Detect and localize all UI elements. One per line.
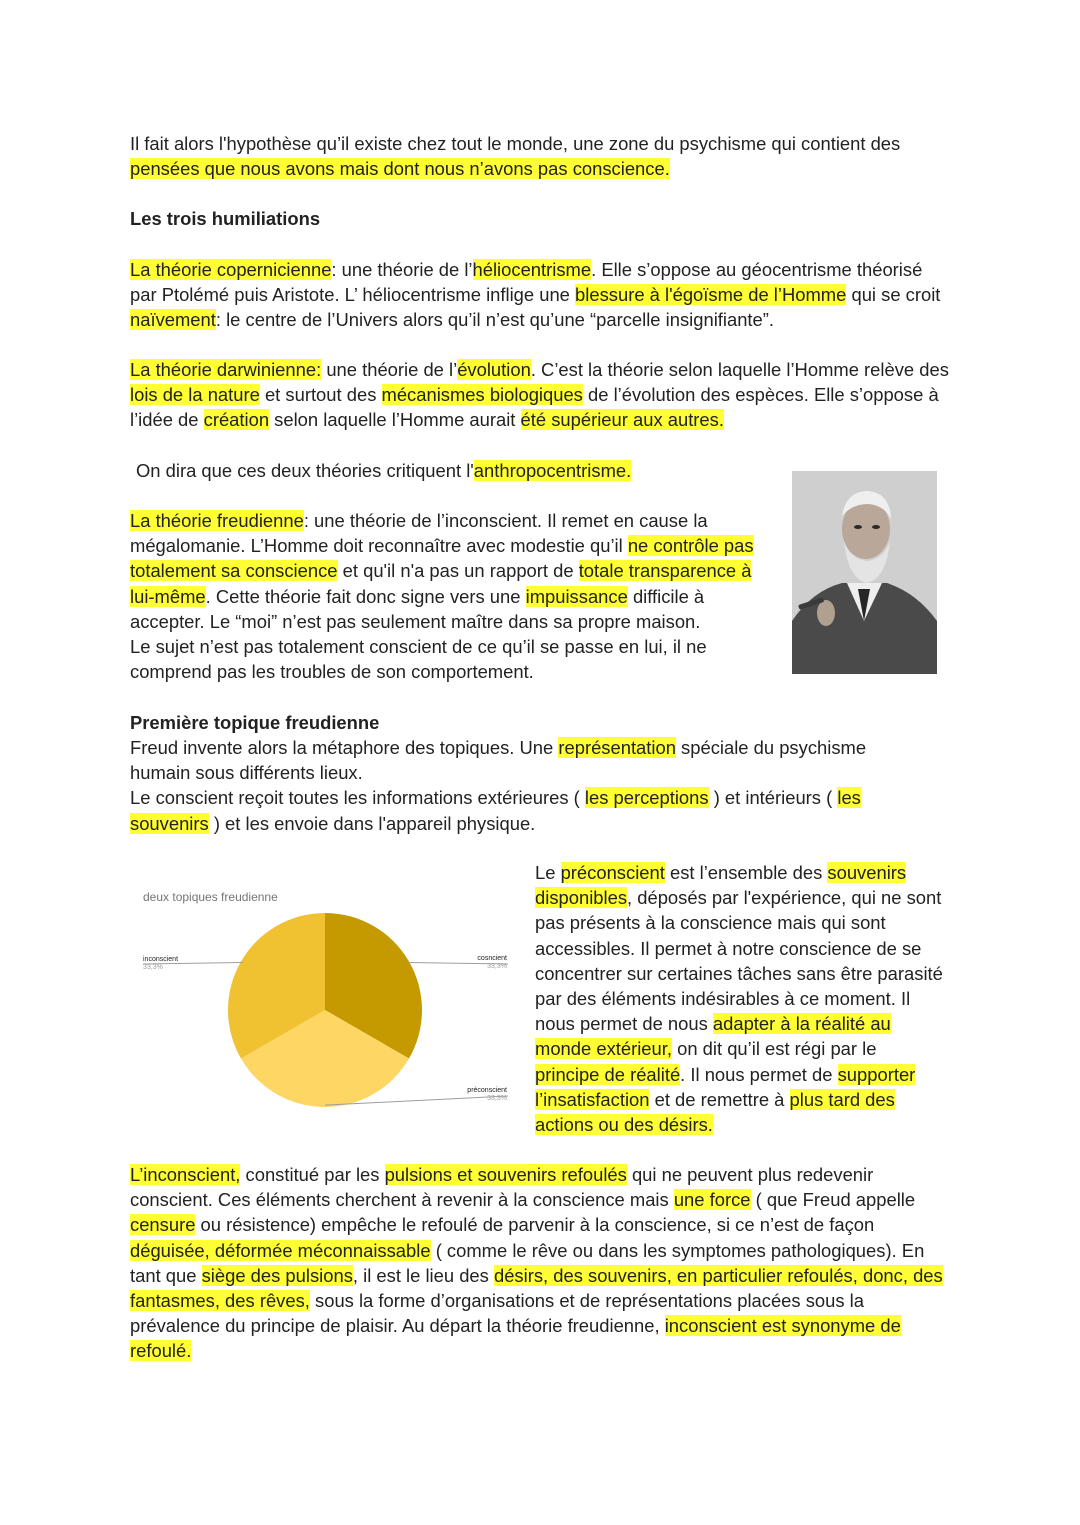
label-preconscient	[452, 1087, 507, 1103]
freud-paragraph	[130, 508, 780, 684]
highlight: pensées que nous avons mais dont nous n’avons pas conscience.	[130, 158, 670, 180]
preconscient-paragraph	[535, 860, 945, 1137]
text-run: Le	[535, 862, 561, 883]
topique-paragraph	[130, 735, 930, 836]
label-inconscient	[143, 956, 178, 972]
highlight: souvenirs disponibles	[535, 862, 907, 909]
text-run: une théorie de l’	[321, 359, 458, 380]
highlight: censure	[130, 1214, 196, 1236]
text-run: et qu'il n'a pas un rapport de	[337, 560, 579, 582]
highlight: adapter à la réalité au monde extérieur,	[535, 1013, 891, 1060]
label-text: inconscient	[143, 956, 179, 963]
label-text: préconscient	[467, 1087, 507, 1094]
portrait-drawing	[792, 471, 937, 674]
text-run: de l’évolution des espèces. Elle s’oppose à l’idée de	[130, 384, 939, 431]
copernic-paragraph	[130, 257, 952, 333]
highlight: anthropocentrisme.	[473, 460, 632, 481]
freud-portrait-icon	[792, 471, 937, 674]
highlight: les souvenirs	[130, 787, 861, 834]
text-run: difficile à accepter. Le “moi” n’est pas seulement maître dans sa propre maison.	[130, 585, 705, 632]
text-run: constitué par les	[240, 1164, 385, 1185]
text-run: ) et intérieurs (	[708, 787, 838, 809]
text-run: Le sujet n’est pas totalement conscient de ce qu’il se passe en lui, il ne comprend pas les troubles de son comportement.	[130, 636, 707, 683]
pie-svg	[130, 880, 515, 1120]
highlight: héliocentrisme	[472, 259, 592, 280]
highlight: supporter l’insatisfaction	[535, 1063, 916, 1110]
section-heading-humiliations: Les trois humiliations	[130, 208, 321, 229]
chart-title: deux topiques freudienne	[143, 890, 278, 904]
highlight: blessure à l'égoïsme de l’Homme	[575, 284, 847, 306]
text-run: ( comme le rêve ou dans les symptomes pathologiques). En tant que	[130, 1239, 925, 1286]
text-run: ) et les envoie dans l'appareil physique.	[208, 812, 536, 834]
text-run: Le conscient reçoit toutes les informations extérieures (	[130, 787, 585, 809]
highlight: siège des pulsions	[201, 1264, 353, 1286]
highlight: totale transparence à lui-même	[130, 560, 752, 607]
highlight: création	[203, 409, 270, 431]
text-run: Il fait alors l'hypothèse qu’il existe chez tout le monde, une zone du psychisme qui contient des	[130, 133, 901, 154]
label-text: cosncient	[477, 955, 507, 962]
highlight: ne contrôle pas totalement sa conscience	[130, 535, 754, 582]
text-run: . C’est la théorie selon laquelle l’Homme relève des	[530, 359, 949, 380]
text-run: , il est le lieu des	[352, 1264, 494, 1286]
text-run: : une théorie de l’	[331, 259, 473, 280]
highlight: désirs, des souvenirs, en particulier refoulés, donc, des fantasmes, des rêves,	[130, 1264, 943, 1312]
pie-chart	[130, 880, 515, 1120]
highlight: principe de réalité	[535, 1063, 681, 1085]
intro-paragraph	[130, 131, 950, 181]
highlight: inconscient est synonyme de refoulé.	[130, 1315, 901, 1362]
highlight: une force	[673, 1189, 751, 1211]
highlight: impuissance	[525, 585, 628, 607]
highlight: évolution	[457, 359, 531, 380]
highlight: représentation	[558, 737, 676, 758]
highlight: déguisée, déformée méconnaissable	[130, 1239, 431, 1261]
highlight: La théorie freudienne	[130, 510, 304, 531]
label-value: 33,3%	[143, 964, 163, 971]
highlight: pulsions et souvenirs refoulés	[384, 1164, 627, 1185]
highlight: L’inconscient,	[130, 1164, 241, 1185]
text-run: est l’ensemble des	[664, 862, 828, 883]
text-run: , déposés par l'expérience, qui ne sont pas présents à la conscience mais qui sont accessibles. Il permet à notre conscience de se concentrer sur certaines tâches sans être parasité par des éléments indésirables à ce moment. Il nous permet de nous	[535, 887, 943, 1035]
text-run: qui se croit	[846, 284, 941, 306]
inconscient-paragraph	[130, 1162, 952, 1364]
highlight: plus tard des actions ou des désirs.	[535, 1088, 895, 1136]
text-run: . Cette théorie fait donc signe vers une	[205, 585, 526, 607]
text-run: selon laquelle l’Homme aurait	[269, 409, 521, 431]
highlight: été supérieur aux autres.	[520, 409, 724, 431]
highlight: préconscient	[560, 862, 665, 883]
text-run: ( que Freud appelle	[750, 1189, 916, 1211]
darwin-paragraph	[130, 357, 952, 433]
highlight: mécanismes biologiques	[381, 384, 583, 406]
text-run: sous la forme d’organisations et de représentations placées sous la prévalence du principe de plaisir. Au départ la théorie freudienne,	[130, 1290, 864, 1337]
text-run: ou résistence) empêche le refoulé de parvenir à la conscience, si ce n’est de façon	[195, 1214, 875, 1236]
text-run: : le centre de l’Univers alors qu’il n’est qu’une “parcelle insignifiante”.	[215, 309, 775, 331]
label-conscient	[475, 955, 507, 971]
text-run: spéciale du psychisme humain sous différents lieux.	[130, 737, 867, 784]
label-value: 33,3%	[487, 1095, 507, 1102]
text-run: on dit qu’il est régi par le	[672, 1038, 877, 1060]
text-run: qui ne peuvent plus redevenir conscient. Ces éléments cherchent à revenir à la conscience mais	[130, 1164, 874, 1211]
highlight: les perceptions	[584, 787, 709, 809]
highlight: naïvement	[130, 309, 216, 331]
text-run: : une théorie de l’inconscient. Il remet en cause la mégalomanie. L’Homme doit reconnaître avec modestie qu’il	[130, 510, 708, 557]
text-run: . Il nous permet de	[680, 1063, 838, 1085]
section-heading-topique: Première topique freudienne	[130, 712, 380, 733]
text-run: . Elle s’oppose au géocentrisme théorisé par Ptolémé puis Aristote. L’ héliocentrisme inflige une	[130, 259, 923, 306]
text-run: Freud invente alors la métaphore des topiques. Une	[130, 737, 559, 758]
label-value: 33,3%	[487, 963, 507, 970]
highlight: La théorie copernicienne	[130, 259, 332, 280]
text-run: et surtout des	[259, 384, 382, 406]
highlight: La théorie darwinienne:	[130, 359, 322, 380]
text-run: et de remettre à	[649, 1088, 790, 1110]
text-run: On dira que ces deux théories critiquent l'	[136, 460, 474, 481]
highlight: lois de la nature	[130, 384, 260, 406]
